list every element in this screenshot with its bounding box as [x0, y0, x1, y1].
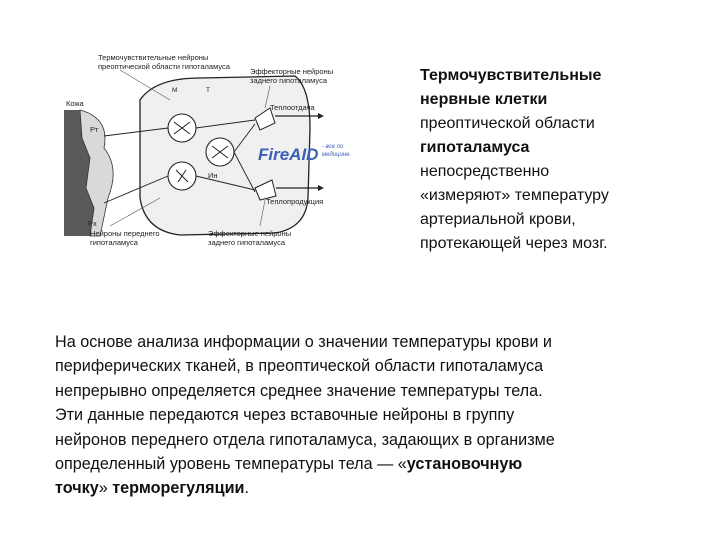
paragraph-line-2: периферических тканей, в преоптической области гипоталамуса — [55, 357, 544, 376]
right-description — [420, 64, 710, 256]
label-pt: Рт — [90, 125, 99, 134]
label-effector-bottom: Эффекторные нейроны — [208, 229, 292, 238]
paragraph-line-4: Эти данные передаются через вставочные нейроны в группу — [55, 406, 515, 425]
paragraph-line-6 — [55, 452, 695, 476]
label-effector-top: Эффекторные нейроны — [250, 67, 334, 76]
right-line-7: артериальной крови, — [420, 211, 576, 228]
label-effector-top-2: заднего гипоталамуса — [250, 76, 328, 85]
label-in: Ин — [208, 171, 218, 180]
watermark-sub-1: - все по — [322, 144, 344, 150]
right-line-5: непосредственно — [420, 163, 550, 180]
paragraph-line-3: непрерывно определяется среднее значение температуры тела. — [55, 381, 543, 400]
label-thermo-neurons: Термочувствительные нейроны — [98, 53, 209, 62]
right-line-2: нервные клетки — [420, 91, 548, 108]
right-line-6: «измеряют» температуру — [420, 187, 609, 204]
right-line-1: Термочувствительные — [420, 67, 602, 84]
label-effector-bottom-2: заднего гипоталамуса — [208, 238, 286, 247]
right-line-3: преоптической области — [420, 115, 595, 132]
paragraph-line-1: На основе анализа информации о значении температуры крови и — [55, 333, 552, 351]
label-heat-loss: Теплоотдача — [270, 103, 315, 112]
thermoregulation-diagram — [60, 48, 390, 253]
label-anterior-neurons: Нейроны переднего — [90, 229, 160, 238]
label-anterior-neurons-2: гипоталамуса — [90, 238, 138, 247]
label-m: M — [172, 87, 178, 94]
diagram-svg — [60, 48, 390, 253]
label-thermo-neurons-2: преоптической области гипоталамуса — [98, 62, 230, 71]
setpoint-term-1: установочную — [406, 455, 523, 474]
watermark-sub-2: медицине. — [322, 152, 352, 158]
right-line-8: протекающей через мозг. — [420, 235, 608, 252]
watermark-brand: FireAID — [258, 145, 319, 164]
main-paragraph — [55, 330, 695, 501]
paragraph-line-5: нейронов переднего отдела гипоталамуса, задающих в организме — [55, 430, 555, 449]
right-line-4: гипоталамуса — [420, 139, 530, 156]
label-t: Т — [206, 87, 210, 94]
paragraph-quote-close: » — [98, 479, 113, 498]
setpoint-term-2: точку — [55, 479, 99, 498]
paragraph-period: . — [244, 479, 249, 498]
paragraph-line-7 — [55, 476, 695, 500]
thermoregulation-term: терморегуляции — [112, 479, 245, 498]
label-heat-production: Теплопродукция — [266, 197, 324, 206]
label-skin: Кожа — [66, 99, 84, 108]
label-px: Рх — [88, 219, 97, 228]
paragraph-line-6-text: определенный уровень температуры тела — « — [55, 455, 407, 474]
